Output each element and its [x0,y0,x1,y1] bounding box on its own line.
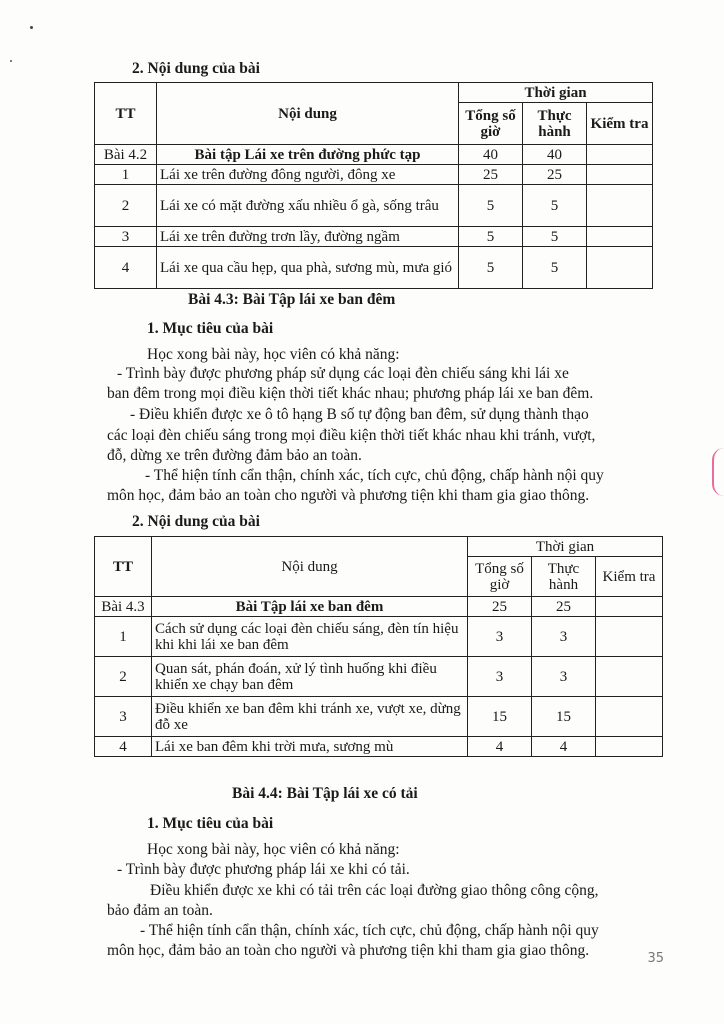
header-test: Kiểm tra [587,103,653,145]
cell-content: Lái xe có mặt đường xấu nhiều ổ gà, sống trâu [157,185,459,227]
cell-test [587,145,653,165]
table-row [95,165,653,185]
cell-test [596,697,663,737]
cell-practice: 3 [532,617,596,657]
table-row [95,737,663,757]
cell-practice: 5 [523,247,587,289]
header-tt: TT [95,537,152,597]
header-practice: Thực hành [523,103,587,145]
objectives-heading: 1. Mục tiêu của bài [147,815,274,832]
cell-tt: 3 [95,697,152,737]
cell-test [596,617,663,657]
cell-practice: 15 [532,697,596,737]
table-row [95,227,653,247]
table-row [95,185,653,227]
scan-dot [30,26,33,29]
section-heading: 2. Nội dung của bài [132,60,260,77]
table-row [95,247,653,289]
cell-total: 4 [468,737,532,757]
cell-content: Bài Tập lái xe ban đêm [152,597,468,617]
cell-content: Lái xe ban đêm khi trời mưa, sương mù [152,737,468,757]
page-number: 35 [647,951,664,966]
cell-content: Điều khiển xe ban đêm khi tránh xe, vượt xe, dừng đỗ xe [152,697,468,737]
table-row [95,657,663,697]
content-table-4-2 [94,82,653,289]
objective-line: môn học, đảm bảo an toàn cho người và phương tiện khi tham gia giao thông. [107,487,590,504]
table-row [95,697,663,737]
cell-practice: 4 [532,737,596,757]
cell-test [587,247,653,289]
header-test: Kiểm tra [596,557,663,597]
cell-practice: 3 [532,657,596,697]
objective-line: Điều khiển được xe khi có tải trên các loại đường giao thông công cộng, [150,882,599,899]
cell-tt: 4 [95,737,152,757]
objective-line: đỗ, dừng xe trên đường đảm bảo an toàn. [107,447,362,464]
objective-line: - Điều khiển được xe ô tô hạng B số tự động ban đêm, sử dụng thành thạo [130,406,589,423]
header-practice: Thực hành [532,557,596,597]
header-total-hours: Tổng số giờ [459,103,523,145]
table-summary-row [95,145,653,165]
cell-tt: 4 [95,247,157,289]
cell-total: 40 [459,145,523,165]
objective-line: - Thể hiện tính cẩn thận, chính xác, tích cực, chủ động, chấp hành nội quy [145,467,604,484]
cell-total: 3 [468,657,532,697]
table-summary-row [95,597,663,617]
cell-content: Lái xe qua cầu hẹp, qua phà, sương mù, mưa gió [157,247,459,289]
cell-tt: 2 [95,657,152,697]
cell-total: 25 [459,165,523,185]
intro-text: Học xong bài này, học viên có khả năng: [147,346,400,363]
objective-line: bảo đảm an toàn. [107,902,213,919]
objective-line: các loại đèn chiếu sáng trong mọi điều kiện thời tiết khác nhau khi tránh, vượt, [107,427,596,444]
cell-test [587,227,653,247]
cell-content: Lái xe trên đường trơn lầy, đường ngầm [157,227,459,247]
header-content: Nội dung [157,83,459,145]
cell-test [596,597,663,617]
cell-total: 25 [468,597,532,617]
objective-line: ban đêm trong mọi điều kiện thời tiết khác nhau; phương pháp lái xe ban đêm. [107,385,594,402]
cell-content: Lái xe trên đường đông người, đông xe [157,165,459,185]
objective-line: môn học, đảm bảo an toàn cho người và phương tiện khi tham gia giao thông. [107,942,590,959]
cell-practice: 5 [523,227,587,247]
objective-line: - Trình bày được phương pháp lái xe khi có tải. [117,861,410,878]
cell-tt: Bài 4.3 [95,597,152,617]
section-heading: 2. Nội dung của bài [132,513,260,530]
cell-tt: 1 [95,165,157,185]
header-time: Thời gian [459,83,653,103]
lesson-title: Bài 4.4: Bài Tập lái xe có tải [232,785,418,802]
table-row [95,617,663,657]
cell-content: Bài tập Lái xe trên đường phức tạp [157,145,459,165]
cell-total: 3 [468,617,532,657]
objective-line: - Trình bày được phương pháp sử dụng các loại đèn chiếu sáng khi lái xe [117,365,569,382]
binding-mark [712,448,724,496]
header-time: Thời gian [468,537,663,557]
cell-test [587,165,653,185]
cell-total: 15 [468,697,532,737]
header-tt: TT [95,83,157,145]
objective-line: - Thể hiện tính cẩn thận, chính xác, tích cực, chủ động, chấp hành nội quy [140,922,599,939]
cell-tt: 1 [95,617,152,657]
cell-tt: Bài 4.2 [95,145,157,165]
cell-practice: 5 [523,185,587,227]
header-total-hours: Tổng số giờ [468,557,532,597]
cell-test [587,185,653,227]
lesson-title: Bài 4.3: Bài Tập lái xe ban đêm [188,291,396,308]
content-table-4-3 [94,536,663,757]
cell-tt: 2 [95,185,157,227]
cell-tt: 3 [95,227,157,247]
scan-dot [10,60,12,62]
cell-practice: 25 [523,165,587,185]
objectives-heading: 1. Mục tiêu của bài [147,320,274,337]
cell-content: Cách sử dụng các loại đèn chiếu sáng, đèn tín hiệu khi khi lái xe ban đêm [152,617,468,657]
cell-practice: 40 [523,145,587,165]
cell-test [596,657,663,697]
cell-content: Quan sát, phán đoán, xử lý tình huống khi điều khiển xe chạy ban đêm [152,657,468,697]
intro-text: Học xong bài này, học viên có khả năng: [147,841,400,858]
cell-total: 5 [459,247,523,289]
cell-practice: 25 [532,597,596,617]
header-content: Nội dung [152,537,468,597]
cell-total: 5 [459,227,523,247]
cell-total: 5 [459,185,523,227]
cell-test [596,737,663,757]
